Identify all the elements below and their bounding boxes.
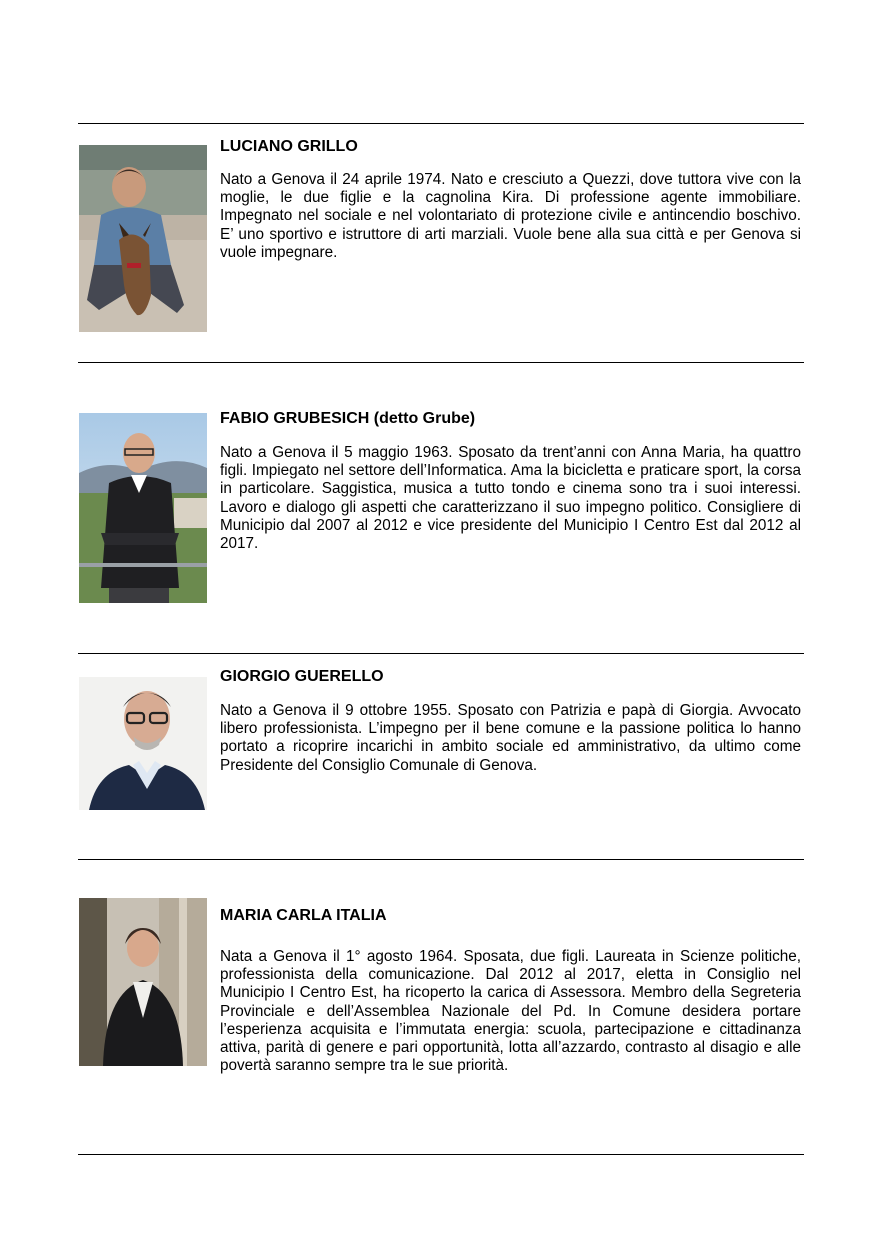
candidate-bio: Nato a Genova il 5 maggio 1963. Sposato da trent’anni con Anna Maria, ha quattro figli. Impiegato nel settore dell’Informatica. Ama la bicicletta e praticare sport, la corsa in particolare. Saggistica, musica a tutto tondo e cinema sono tra i suoi interessi. Lavoro e dialogo gli aspetti che caratterizzano il suo impegno politico. Consigliere di Municipio dal 2007 al 2012 e vice presidente del Municipio I Centro Est dal 2012 al 2017.	[220, 444, 801, 553]
candidate-name: LUCIANO GRILLO	[220, 138, 358, 155]
portrait-photo-fabio-grubesich	[79, 413, 207, 603]
candidate-name: GIORGIO GUERELLO	[220, 668, 384, 685]
portrait-photo-giorgio-guerello	[79, 677, 207, 810]
separator-line	[78, 859, 804, 860]
separator-line	[78, 1154, 804, 1155]
separator-line	[78, 362, 804, 363]
candidate-name: MARIA CARLA ITALIA	[220, 907, 387, 924]
candidate-bio: Nato a Genova il 9 ottobre 1955. Sposato con Patrizia e papà di Giorgia. Avvocato libero professionista. L’impegno per il bene comune e la passione politica lo hanno portato a ricoprire incarichi in ambito sociale ed amministrativo, da ultimo come Presidente del Consiglio Comunale di Genova.	[220, 702, 801, 774]
separator-line	[78, 653, 804, 654]
candidate-name: FABIO GRUBESICH (detto Grube)	[220, 410, 476, 427]
portrait-photo-luciano-grillo	[79, 145, 207, 332]
candidate-bio: Nato a Genova il 24 aprile 1974. Nato e cresciuto a Quezzi, dove tuttora vive con la moglie, le due figlie e la cagnolina Kira. Di professione agente immobiliare. Impegnato nel sociale e nel volontariato di protezione civile e antincendio boschivo. E’ uno sportivo e istruttore di arti marziali. Vuole bene alla sua città e per Genova si vuole impegnare.	[220, 171, 801, 261]
candidate-bio: Nata a Genova il 1° agosto 1964. Sposata, due figli. Laureata in Scienze politiche, professionista della comunicazione. Dal 2012 al 2017, eletta in Consiglio nel Municipio I Centro Est, ha ricoperto la carica di Assessora. Membro della Segreteria Provinciale e dell’Assemblea Nazionale del Pd. In Comune desidera portare l’esperienza acquisita e l’immutata energia: scuola, partecipazione e cittadinanza attiva, parità di genere e pari opportunità, lotta all’azzardo, contrasto al disagio e alle povertà saranno sempre tra le sue priorità.	[220, 948, 801, 1075]
separator-line	[78, 123, 804, 124]
